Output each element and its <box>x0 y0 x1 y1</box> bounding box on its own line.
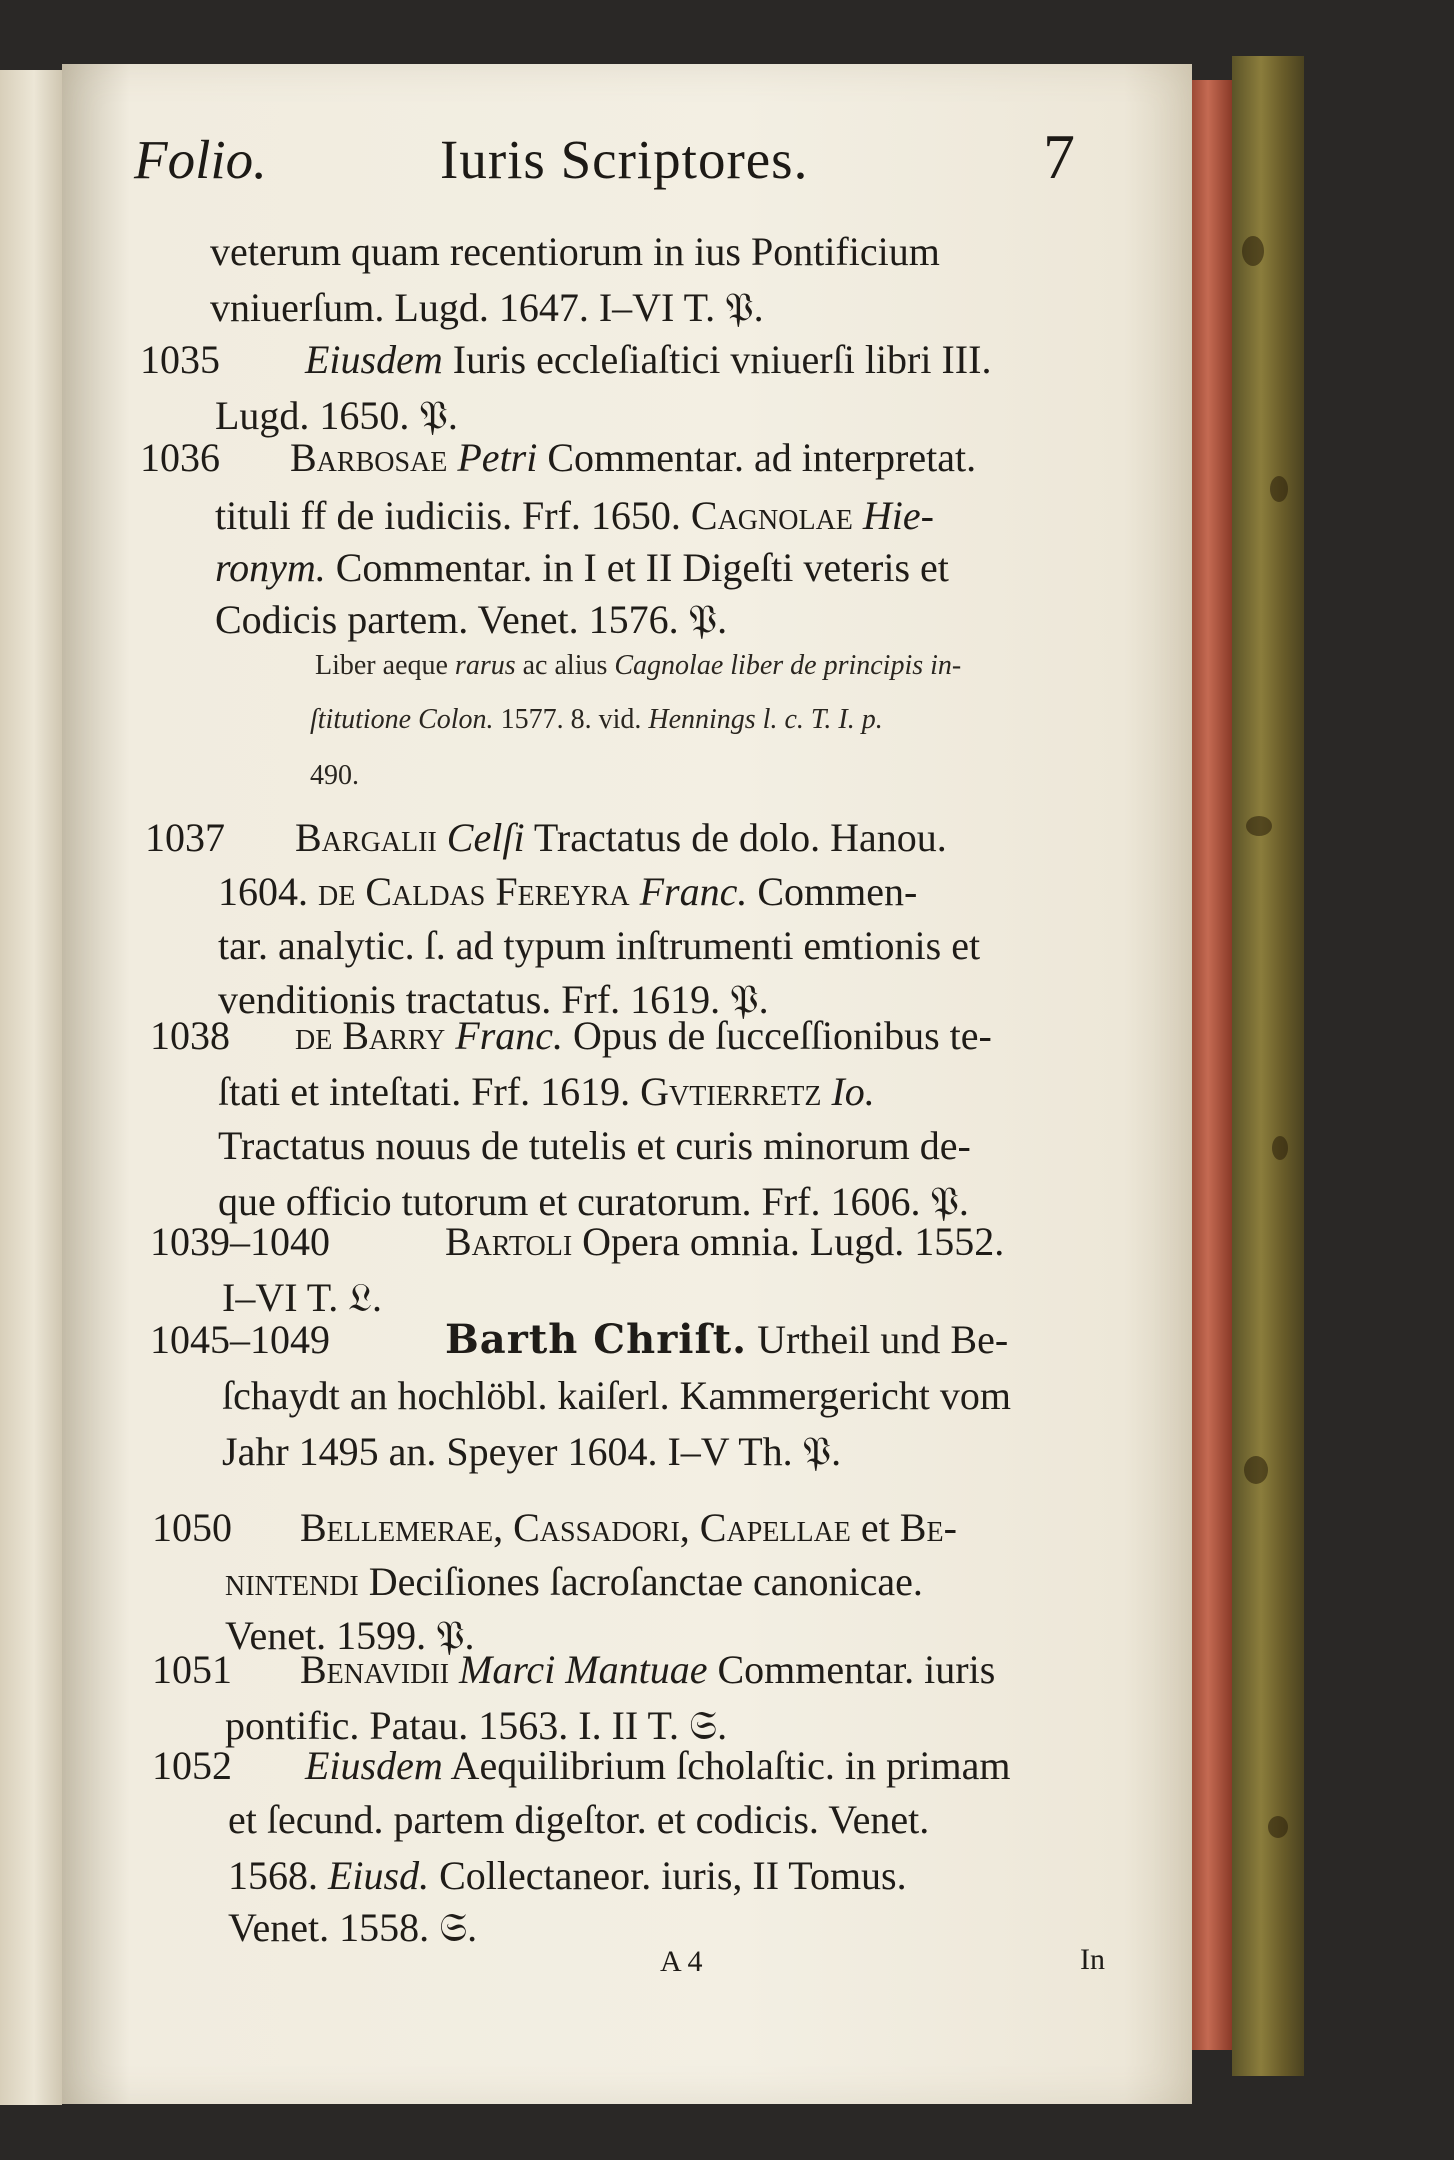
text-run: Eiusdem <box>305 337 443 382</box>
entry-number: 1050 <box>152 1505 232 1550</box>
text-run <box>821 1069 831 1114</box>
entry-line <box>222 1275 382 1320</box>
text-run: tar. analytic. ſ. ad typum inſtrumenti emtionis et <box>218 923 981 968</box>
entry-line <box>295 1013 992 1058</box>
text-run: Celſi <box>446 815 525 860</box>
entry-line <box>225 1559 923 1604</box>
text-run: ſtati et inteſtati. Frf. 1619. <box>218 1069 641 1114</box>
footnote-line <box>310 706 883 734</box>
text-run: Liber aeque <box>315 650 455 681</box>
text-run: ac alius <box>515 650 615 681</box>
text-run: 1604. <box>218 869 318 914</box>
text-run: Petri <box>457 435 538 480</box>
text-run: Eiusdem <box>305 1743 443 1788</box>
text-run: 1568. <box>228 1853 328 1898</box>
entry-number: 1036 <box>140 435 220 480</box>
text-run <box>447 435 457 480</box>
footnote-line <box>315 652 961 680</box>
entry-line <box>215 545 949 590</box>
text-run: Tractatus de dolo. Hanou. <box>524 815 947 860</box>
page-number: 7 <box>1043 121 1075 192</box>
text-run: Gvtierretz <box>640 1069 822 1114</box>
entry-line <box>305 1743 1011 1788</box>
entry-line <box>228 1905 478 1950</box>
entry-line <box>300 1647 996 1692</box>
entry-line <box>218 1123 971 1168</box>
text-run: Benavidii <box>300 1647 450 1692</box>
entry-line <box>225 1703 728 1748</box>
text-run: Bartoli <box>445 1219 573 1264</box>
text-run: Codicis partem. Venet. 1576. 𝔓. <box>215 597 728 642</box>
footnote-line <box>310 762 359 790</box>
book-cover <box>1232 56 1304 2076</box>
entry-number: 1039–1040 <box>150 1219 330 1264</box>
text-run: Urtheil und Be- <box>747 1317 1009 1362</box>
text-run <box>853 493 863 538</box>
catchword: In <box>1080 1943 1105 1976</box>
entry-line <box>218 869 918 914</box>
text-run: vniuerſum. Lugd. 1647. I–VI T. 𝔓. <box>210 285 764 330</box>
text-run: Be- <box>899 1505 957 1550</box>
text-run: Venet. 1558. 𝔖. <box>228 1905 478 1950</box>
text-run: ſtitutione Colon. <box>310 704 494 735</box>
text-run: Lugd. 1650. 𝔓. <box>215 393 458 438</box>
text-run: nintendi <box>225 1559 359 1604</box>
text-run: Hennings l. c. T. I. p. <box>648 704 883 735</box>
entry-line <box>222 1429 842 1474</box>
text-run: et <box>850 1505 900 1550</box>
entry-line <box>300 1505 957 1550</box>
entry-number: 1035 <box>140 337 220 382</box>
text-run: veterum quam recentiorum in ius Pontificium <box>210 229 940 274</box>
text-run: Deciſiones ſacroſanctae canonicae. <box>358 1559 923 1604</box>
text-run: Io. <box>831 1069 875 1114</box>
text-run: ſchaydt an hochlöbl. kaiſerl. Kammergericht vom <box>222 1373 1012 1418</box>
entry-line <box>215 597 728 642</box>
text-run: ronym. <box>215 545 326 590</box>
text-run: I–VI T. 𝔏. <box>222 1275 382 1320</box>
entry-line <box>228 1853 907 1898</box>
entry-number: 1038 <box>150 1013 230 1058</box>
entry-line <box>215 393 458 438</box>
text-run: tituli ff de iudiciis. Frf. 1650. <box>215 493 691 538</box>
text-run <box>449 1647 459 1692</box>
text-run <box>445 1013 455 1058</box>
entry-line <box>215 493 934 538</box>
text-run: Cagnolae <box>690 493 853 538</box>
entry-number: 1045–1049 <box>150 1317 330 1362</box>
header-title: Iuris Scriptores. <box>440 129 809 190</box>
text-run: Opera omnia. Lugd. 1552. <box>572 1219 1005 1264</box>
entry-line <box>295 815 947 860</box>
text-run: Bellemerae, Cassadori, Capellae <box>300 1505 851 1550</box>
text-run: Aequilibrium ſcholaſtic. in primam <box>442 1743 1011 1788</box>
page-edge-red <box>1192 80 1232 2050</box>
signature-mark: A 4 <box>660 1945 703 1978</box>
text-run <box>630 869 640 914</box>
entry-line <box>305 337 992 382</box>
text-run: Franc. <box>639 869 748 914</box>
entry-line <box>445 1219 1005 1264</box>
text-run <box>437 815 447 860</box>
text-run: 490. <box>310 760 359 791</box>
entry-line <box>210 285 764 330</box>
text-run: Opus de ſucceſſionibus te- <box>563 1013 992 1058</box>
text-run: Commentar. iuris <box>707 1647 996 1692</box>
text-run: Barbosae <box>290 435 448 480</box>
entry-line <box>218 1069 875 1114</box>
left-page-edge <box>0 70 62 2105</box>
text-run: que officio tutorum et curatorum. Frf. 1606. 𝔓. <box>218 1179 969 1224</box>
text-run: Iuris eccleſiaſtici vniuerſi libri III. <box>442 337 992 382</box>
text-run: Commentar. in I et II Digeſti veteris et <box>325 545 949 590</box>
text-run: de Caldas Fereyra <box>318 869 630 914</box>
entry-line <box>218 923 981 968</box>
text-run: 1577. 8. vid. <box>493 704 649 735</box>
header-left: Folio. <box>134 129 267 190</box>
text-run: Hie- <box>862 493 934 538</box>
text-run: Collectaneor. iuris, II Tomus. <box>429 1853 907 1898</box>
text-run: Barth Chriſt. <box>445 1316 748 1363</box>
entry-line <box>218 1179 969 1224</box>
text-run: pontific. Patau. 1563. I. II T. 𝔖. <box>225 1703 728 1748</box>
text-run: rarus <box>454 650 516 681</box>
text-run: Cagnolae liber de principis in- <box>614 650 962 681</box>
text-run: Venet. 1599. 𝔓. <box>225 1613 475 1658</box>
text-run: de Barry <box>295 1013 446 1058</box>
entry-line <box>290 435 977 480</box>
entry-number: 1051 <box>152 1647 232 1692</box>
text-run: Jahr 1495 an. Speyer 1604. I–V Th. 𝔓. <box>222 1429 842 1474</box>
entry-number: 1037 <box>145 815 225 860</box>
text-run: et ſecund. partem digeſtor. et codicis. Venet. <box>228 1797 930 1842</box>
entry-line <box>210 229 940 274</box>
entry-line <box>445 1316 1009 1363</box>
text-run: venditionis tractatus. Frf. 1619. 𝔓. <box>218 977 769 1022</box>
text-run: Commen- <box>747 869 918 914</box>
entry-line <box>228 1797 930 1842</box>
text-run: Tractatus nouus de tutelis et curis minorum de- <box>218 1123 971 1168</box>
entry-number: 1052 <box>152 1743 232 1788</box>
text-run: Franc. <box>455 1013 564 1058</box>
entry-line <box>222 1373 1012 1418</box>
text-run: Marci Mantuae <box>459 1647 708 1692</box>
text-run: Eiusd. <box>328 1853 430 1898</box>
text-run: Bargalii <box>295 815 437 860</box>
text-run: Commentar. ad interpretat. <box>537 435 977 480</box>
